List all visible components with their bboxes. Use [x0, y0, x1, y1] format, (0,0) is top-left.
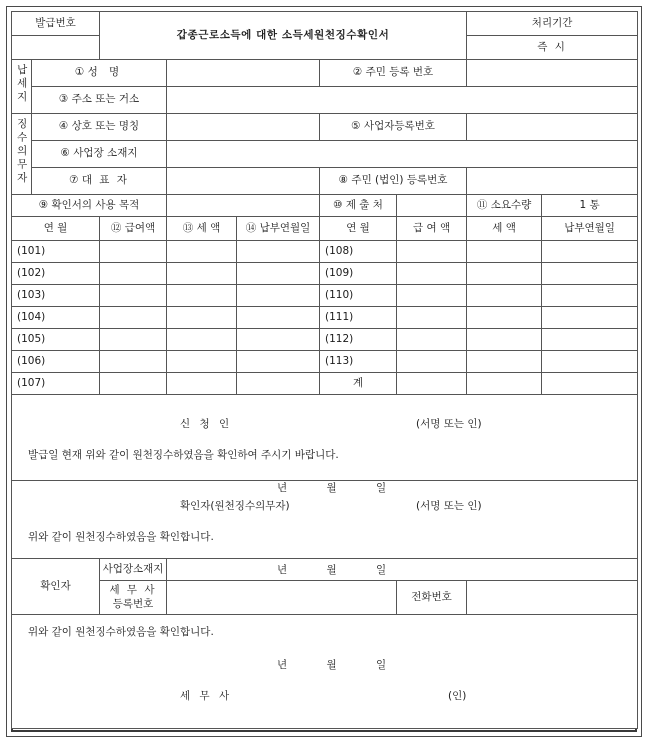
purpose-label: ⑨ 확인서의 사용 목적 — [12, 195, 167, 217]
row-tax-102[interactable] — [167, 263, 237, 285]
row-paydate-104[interactable] — [237, 307, 320, 329]
field-no-1: ① — [74, 66, 85, 79]
applicant-day-label[interactable]: 일 — [375, 481, 387, 494]
table-row-total — [12, 373, 638, 395]
row-no-102: (102) — [12, 263, 100, 285]
row-total-tax[interactable] — [467, 373, 542, 395]
row-total-paydate[interactable] — [542, 373, 638, 395]
applicant-seal-label[interactable]: (서명 또는 인) — [416, 418, 482, 431]
field-value-address[interactable] — [167, 87, 638, 114]
row-amount-109[interactable] — [397, 263, 467, 285]
field-value-corp-reg-no[interactable] — [467, 168, 638, 195]
field-label-address — [32, 87, 167, 114]
row-tax-110[interactable] — [467, 285, 542, 307]
row-paydate-106[interactable] — [237, 351, 320, 373]
col-header-right-amount: 급 여 액 — [397, 217, 467, 241]
row-paydate-112[interactable] — [542, 329, 638, 351]
field-text-business-no: 사업자등록번호 — [363, 120, 435, 133]
row-tax-103[interactable] — [167, 285, 237, 307]
confirmer-business-address-label: 사업장소재지 — [100, 559, 167, 581]
row-amount-107[interactable] — [100, 373, 167, 395]
field-no-4: ④ — [58, 120, 69, 133]
taxpayer-side-label: 납세지 — [12, 60, 32, 114]
row-amount-102[interactable] — [100, 263, 167, 285]
field-label-business-no — [320, 114, 467, 141]
submit-to-label: ⑩ 제 출 처 — [320, 195, 397, 217]
row-total-amount[interactable] — [397, 373, 467, 395]
row-tax-111[interactable] — [467, 307, 542, 329]
row-paydate-110[interactable] — [542, 285, 638, 307]
confirmer-day-label[interactable]: 일 — [375, 563, 387, 576]
table-row — [12, 241, 638, 263]
field-text-name: 성 명 — [87, 66, 124, 79]
field-text-representative: 대 표 자 — [81, 174, 129, 187]
confirmer-signer-label: 확인자(원천징수의무자) — [180, 500, 290, 513]
field-value-name[interactable] — [167, 60, 320, 87]
field-value-representative[interactable] — [167, 168, 320, 195]
field-label-name — [32, 60, 167, 87]
row-tax-101[interactable] — [167, 241, 237, 263]
col-header-left-period: 연 월 — [12, 217, 100, 241]
row-tax-104[interactable] — [167, 307, 237, 329]
col-header-right-paydate: 납부연월일 — [542, 217, 638, 241]
row-total-label: 계 — [320, 373, 397, 395]
table-row — [12, 329, 638, 351]
col-header-right-tax: 세 액 — [467, 217, 542, 241]
table-row — [12, 307, 638, 329]
field-no-7: ⑦ — [69, 174, 79, 187]
row-amount-108[interactable] — [397, 241, 467, 263]
processing-period-label: 처리기간 — [467, 12, 638, 36]
field-value-business-no[interactable] — [467, 114, 638, 141]
row-no-103: (103) — [12, 285, 100, 307]
row-tax-106[interactable] — [167, 351, 237, 373]
phone-value[interactable] — [467, 581, 638, 615]
table-row — [12, 351, 638, 373]
row-paydate-108[interactable] — [542, 241, 638, 263]
confirmer-seal-label[interactable]: (서명 또는 인) — [416, 500, 482, 513]
row-paydate-113[interactable] — [542, 351, 638, 373]
row-no-105: (105) — [12, 329, 100, 351]
confirmer-year-label[interactable]: 년 — [276, 563, 288, 576]
row-no-109: (109) — [320, 263, 397, 285]
row-no-104: (104) — [12, 307, 100, 329]
confirmer-block-side-label: 확인자 — [12, 559, 100, 615]
tax-accountant-month-label[interactable]: 월 — [326, 659, 337, 671]
col-header-right-period: 연 월 — [320, 217, 397, 241]
phone-label: 전화번호 — [397, 581, 467, 615]
field-label-corp-reg-no — [320, 168, 467, 195]
agent-side-label: 징수의무자 — [12, 114, 32, 195]
field-value-resident-no[interactable] — [467, 60, 638, 87]
tax-accountant-statement-block — [12, 615, 637, 728]
row-no-107: (107) — [12, 373, 100, 395]
row-paydate-102[interactable] — [237, 263, 320, 285]
field-no-6: ⑥ — [60, 147, 70, 160]
row-tax-113[interactable] — [467, 351, 542, 373]
row-tax-112[interactable] — [467, 329, 542, 351]
applicant-month-label[interactable]: 월 — [326, 481, 337, 494]
field-text-corp-reg-no: 주민 (법인) 등록번호 — [351, 174, 448, 187]
field-text-business-address: 사업장 소재지 — [73, 147, 138, 160]
field-label-resident-no — [320, 60, 467, 87]
field-text-resident-no: 주민 등록 번호 — [365, 66, 434, 79]
purpose-value[interactable] — [167, 195, 320, 217]
issue-number-label: 발급번호 — [12, 12, 100, 36]
withholding-certificate-form — [11, 11, 638, 729]
row-paydate-101[interactable] — [237, 241, 320, 263]
row-paydate-103[interactable] — [237, 285, 320, 307]
tax-accountant-date-line — [12, 659, 637, 672]
field-no-2: ② — [352, 66, 363, 79]
row-amount-101[interactable] — [100, 241, 167, 263]
row-amount-105[interactable] — [100, 329, 167, 351]
row-no-106: (106) — [12, 351, 100, 373]
applicant-statement-text: 발급일 현재 위와 같이 원천징수하였음을 확인하여 주시기 바랍니다. — [28, 448, 339, 461]
row-amount-111[interactable] — [397, 307, 467, 329]
copies-value: 1 통 — [542, 195, 638, 217]
applicant-date-line — [12, 482, 637, 495]
row-no-101: (101) — [12, 241, 100, 263]
field-label-business-address — [32, 141, 167, 168]
tax-accountant-statement-text: 위와 같이 원천징수하였음을 확인합니다. — [28, 626, 214, 638]
row-amount-110[interactable] — [397, 285, 467, 307]
table-row — [12, 285, 638, 307]
row-amount-113[interactable] — [397, 351, 467, 373]
confirmer-month-label[interactable]: 월 — [326, 563, 337, 576]
row-amount-106[interactable] — [100, 351, 167, 373]
col-header-left-paydate: ⑭ 납부연월일 — [237, 217, 320, 241]
copies-label: ⑪ 소요수량 — [467, 195, 542, 217]
tax-accountant-reg-value[interactable] — [167, 581, 397, 615]
row-tax-109[interactable] — [467, 263, 542, 285]
row-tax-108[interactable] — [467, 241, 542, 263]
field-text-company-name: 상호 또는 명칭 — [71, 120, 140, 133]
col-header-left-tax: ⑬ 세 액 — [167, 217, 237, 241]
row-paydate-109[interactable] — [542, 263, 638, 285]
field-no-5: ⑤ — [351, 120, 361, 133]
submit-to-value[interactable] — [397, 195, 467, 217]
row-tax-107[interactable] — [167, 373, 237, 395]
applicant-year-label[interactable]: 년 — [276, 481, 288, 494]
field-label-company-name — [32, 114, 167, 141]
row-no-111: (111) — [320, 307, 397, 329]
tax-accountant-year-label[interactable]: 년 — [276, 659, 288, 671]
field-label-representative — [32, 168, 167, 195]
processing-period-value: 즉 시 — [467, 36, 638, 60]
tax-accountant-reg-label-line2: 등록번호 — [112, 597, 154, 610]
applicant-signer-label: 신 청 인 — [180, 418, 233, 431]
field-value-business-address[interactable] — [167, 141, 638, 168]
tax-accountant-reg-label — [100, 581, 167, 615]
row-no-110: (110) — [320, 285, 397, 307]
tax-accountant-signer-label: 세 무 사 — [180, 690, 233, 702]
row-amount-112[interactable] — [397, 329, 467, 351]
confirmer-date-line — [12, 564, 637, 577]
field-no-8: ⑧ — [338, 174, 349, 187]
row-tax-105[interactable] — [167, 329, 237, 351]
row-paydate-105[interactable] — [237, 329, 320, 351]
table-row — [12, 263, 638, 285]
issue-number-value[interactable] — [12, 36, 100, 60]
field-text-address: 주소 또는 거소 — [71, 93, 140, 106]
col-header-left-amount: ⑫ 급여액 — [100, 217, 167, 241]
row-no-108: (108) — [320, 241, 397, 263]
row-paydate-111[interactable] — [542, 307, 638, 329]
row-amount-103[interactable] — [100, 285, 167, 307]
field-value-company-name[interactable] — [167, 114, 320, 141]
row-no-112: (112) — [320, 329, 397, 351]
tax-accountant-day-label[interactable]: 일 — [375, 659, 387, 671]
page-title: 갑종근로소득에 대한 소득세원천징수확인서 — [100, 12, 467, 60]
row-paydate-107[interactable] — [237, 373, 320, 395]
tax-accountant-seal-label[interactable]: (인) — [448, 690, 467, 702]
confirmer-statement-text: 위와 같이 원천징수하였음을 확인합니다. — [28, 530, 214, 543]
field-no-3: ③ — [58, 93, 69, 106]
tax-accountant-reg-label-line1: 세 무 사 — [109, 584, 157, 597]
row-amount-104[interactable] — [100, 307, 167, 329]
row-no-113: (113) — [320, 351, 397, 373]
